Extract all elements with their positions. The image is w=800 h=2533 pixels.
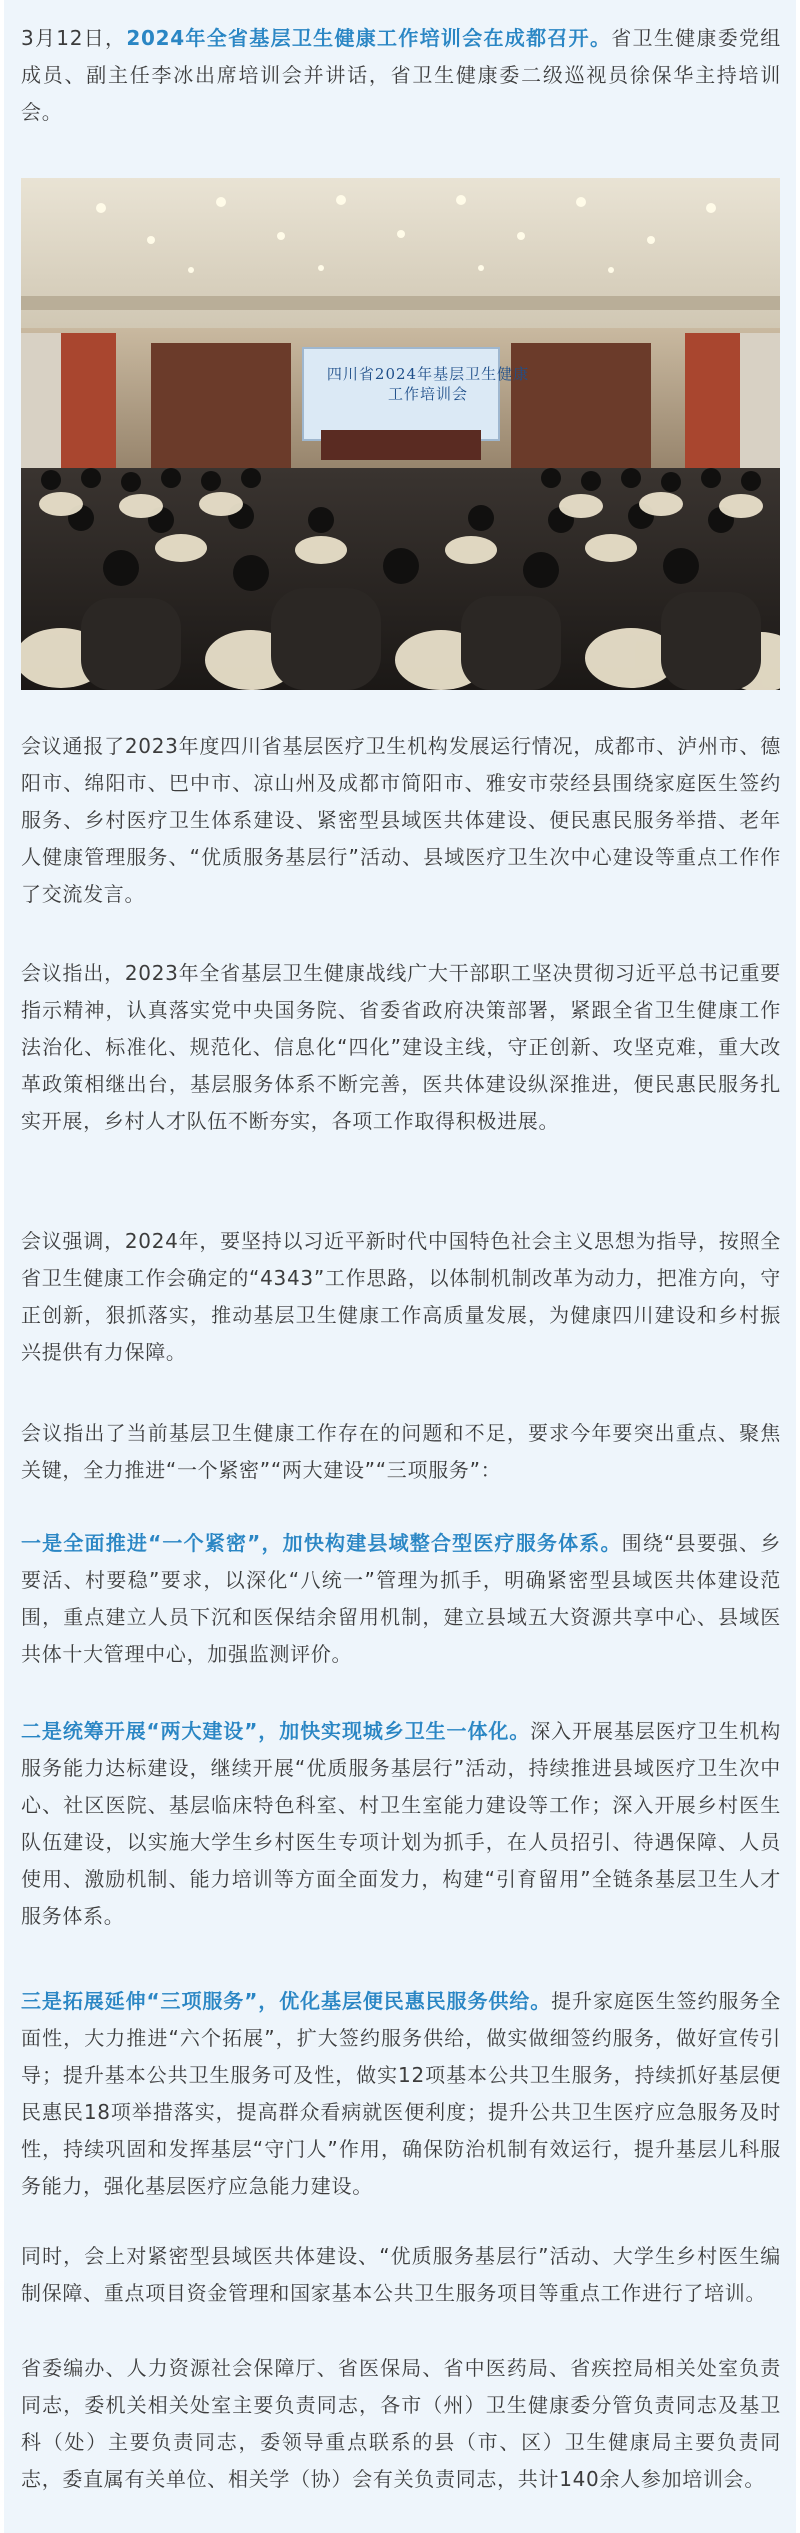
paragraph-4-text: 会议指出了当前基层卫生健康工作存在的问题和不足，要求今年要突出重点、聚焦关键，全力推进“一个紧密”“两大建设”“三项服务”： — [21, 1421, 781, 1482]
paragraph-5-body: 围绕“县要强、乡要活、村要稳”要求，以深化“八统一”管理为抓手，明确紧密型县域医共体建设范围，重点建立人员下沉和医保结余留用机制，建立县域五大资源共享中心、县域医共体十大管理中心，加强监测评价。 — [21, 1531, 781, 1666]
paragraph-2-text: 会议指出，2023年全省基层卫生健康战线广大干部职工坚决贯彻习近平总书记重要指示精神，认真落实党中央国务院、省委省政府决策部署，紧跟全省卫生健康工作法治化、标准化、规范化、信息化“四化”建设主线，守正创新、攻坚克难，重大改革政策相继出台，基层服务体系不断完善，医共体建设纵深推进，便民惠民服务扎实开展，乡村人才队伍不断夯实，各项工作取得积极进展。 — [21, 961, 781, 1133]
paragraph-7-body: 提升家庭医生签约服务全面性，大力推进“六个拓展”，扩大签约服务供给，做实做细签约服务，做好宣传引导；提升基本公共卫生服务可及性，做实12项基本公共卫生服务，持续抓好基层便民惠民18项举措落实，提高群众看病就医便利度；提升公共卫生医疗应急服务及时性，持续巩固和发挥基层“守门人”作用，确保防治机制有效运行，提升基层儿科服务能力，强化基层医疗应急能力建设。 — [21, 1989, 781, 2198]
paragraph-3 — [21, 1223, 781, 1371]
paragraph-3-text: 会议强调，2024年，要坚持以习近平新时代中国特色社会主义思想为指导，按照全省卫生健康工作会确定的“4343”工作思路，以体制机制改革为动力，把准方向，守正创新，狠抓落实，推动基层卫生健康工作高质量发展，为健康四川建设和乡村振兴提供有力保障。 — [21, 1229, 781, 1364]
paragraph-2 — [21, 955, 781, 1140]
screen-line-1: 四川省2024年基层卫生健康 — [326, 365, 530, 383]
paragraph-5 — [21, 1525, 781, 1673]
paragraph-9 — [21, 2350, 781, 2498]
intro-paragraph — [21, 20, 781, 131]
paragraph-6-heading: 二是统筹开展“两大建设”，加快实现城乡卫生一体化。 — [21, 1719, 531, 1743]
paragraph-5-heading: 一是全面推进“一个紧密”，加快构建县域整合型医疗服务体系。 — [21, 1531, 622, 1555]
paragraph-7-heading: 三是拓展延伸“三项服务”，优化基层便民惠民服务供给。 — [21, 1989, 552, 2013]
paragraph-8-text: 同时，会上对紧密型县域医共体建设、“优质服务基层行”活动、大学生乡村医生编制保障、重点项目资金管理和国家基本公共卫生服务项目等重点工作进行了培训。 — [21, 2244, 781, 2305]
paragraph-6 — [21, 1713, 781, 1935]
intro-headline: 2024年全省基层卫生健康工作培训会在成都召开。 — [126, 26, 612, 50]
conference-photo — [21, 178, 780, 690]
intro-lead: 3月12日， — [21, 26, 127, 50]
paragraph-1 — [21, 728, 781, 913]
screen-line-2: 工作培训会 — [387, 385, 468, 403]
paragraph-7 — [21, 1983, 781, 2205]
article-page — [4, 0, 796, 2533]
screen-banner — [323, 364, 533, 404]
intro-body: 省卫生健康委党组成员、副主任李冰出席培训会并讲话，省卫生健康委二级巡视员徐保华主持培训会。 — [21, 26, 781, 124]
paragraph-1-text: 会议通报了2023年度四川省基层医疗卫生机构发展运行情况，成都市、泸州市、德阳市、绵阳市、巴中市、凉山州及成都市简阳市、雅安市荥经县围绕家庭医生签约服务、乡村医疗卫生体系建设、紧密型县域医共体建设、便民惠民服务举措、老年人健康管理服务、“优质服务基层行”活动、县域医疗卫生次中心建设等重点工作作了交流发言。 — [21, 734, 781, 906]
paragraph-4 — [21, 1415, 781, 1489]
paragraph-8 — [21, 2238, 781, 2312]
paragraph-9-text: 省委编办、人力资源社会保障厅、省医保局、省中医药局、省疾控局相关处室负责同志，委机关相关处室主要负责同志，各市（州）卫生健康委分管负责同志及基卫科（处）主要负责同志，委领导重点联系的县（市、区）卫生健康局主要负责同志，委直属有关单位、相关学（协）会有关负责同志，共计140余人参加培训会。 — [21, 2356, 781, 2491]
paragraph-6-body: 深入开展基层医疗卫生机构服务能力达标建设，继续开展“优质服务基层行”活动，持续推进县域医疗卫生次中心、社区医院、基层临床特色科室、村卫生室能力建设等工作；深入开展乡村医生队伍建设，以实施大学生乡村医生专项计划为抓手，在人员招引、待遇保障、人员使用、激励机制、能力培训等方面全面发力，构建“引育留用”全链条基层卫生人才服务体系。 — [21, 1719, 781, 1928]
